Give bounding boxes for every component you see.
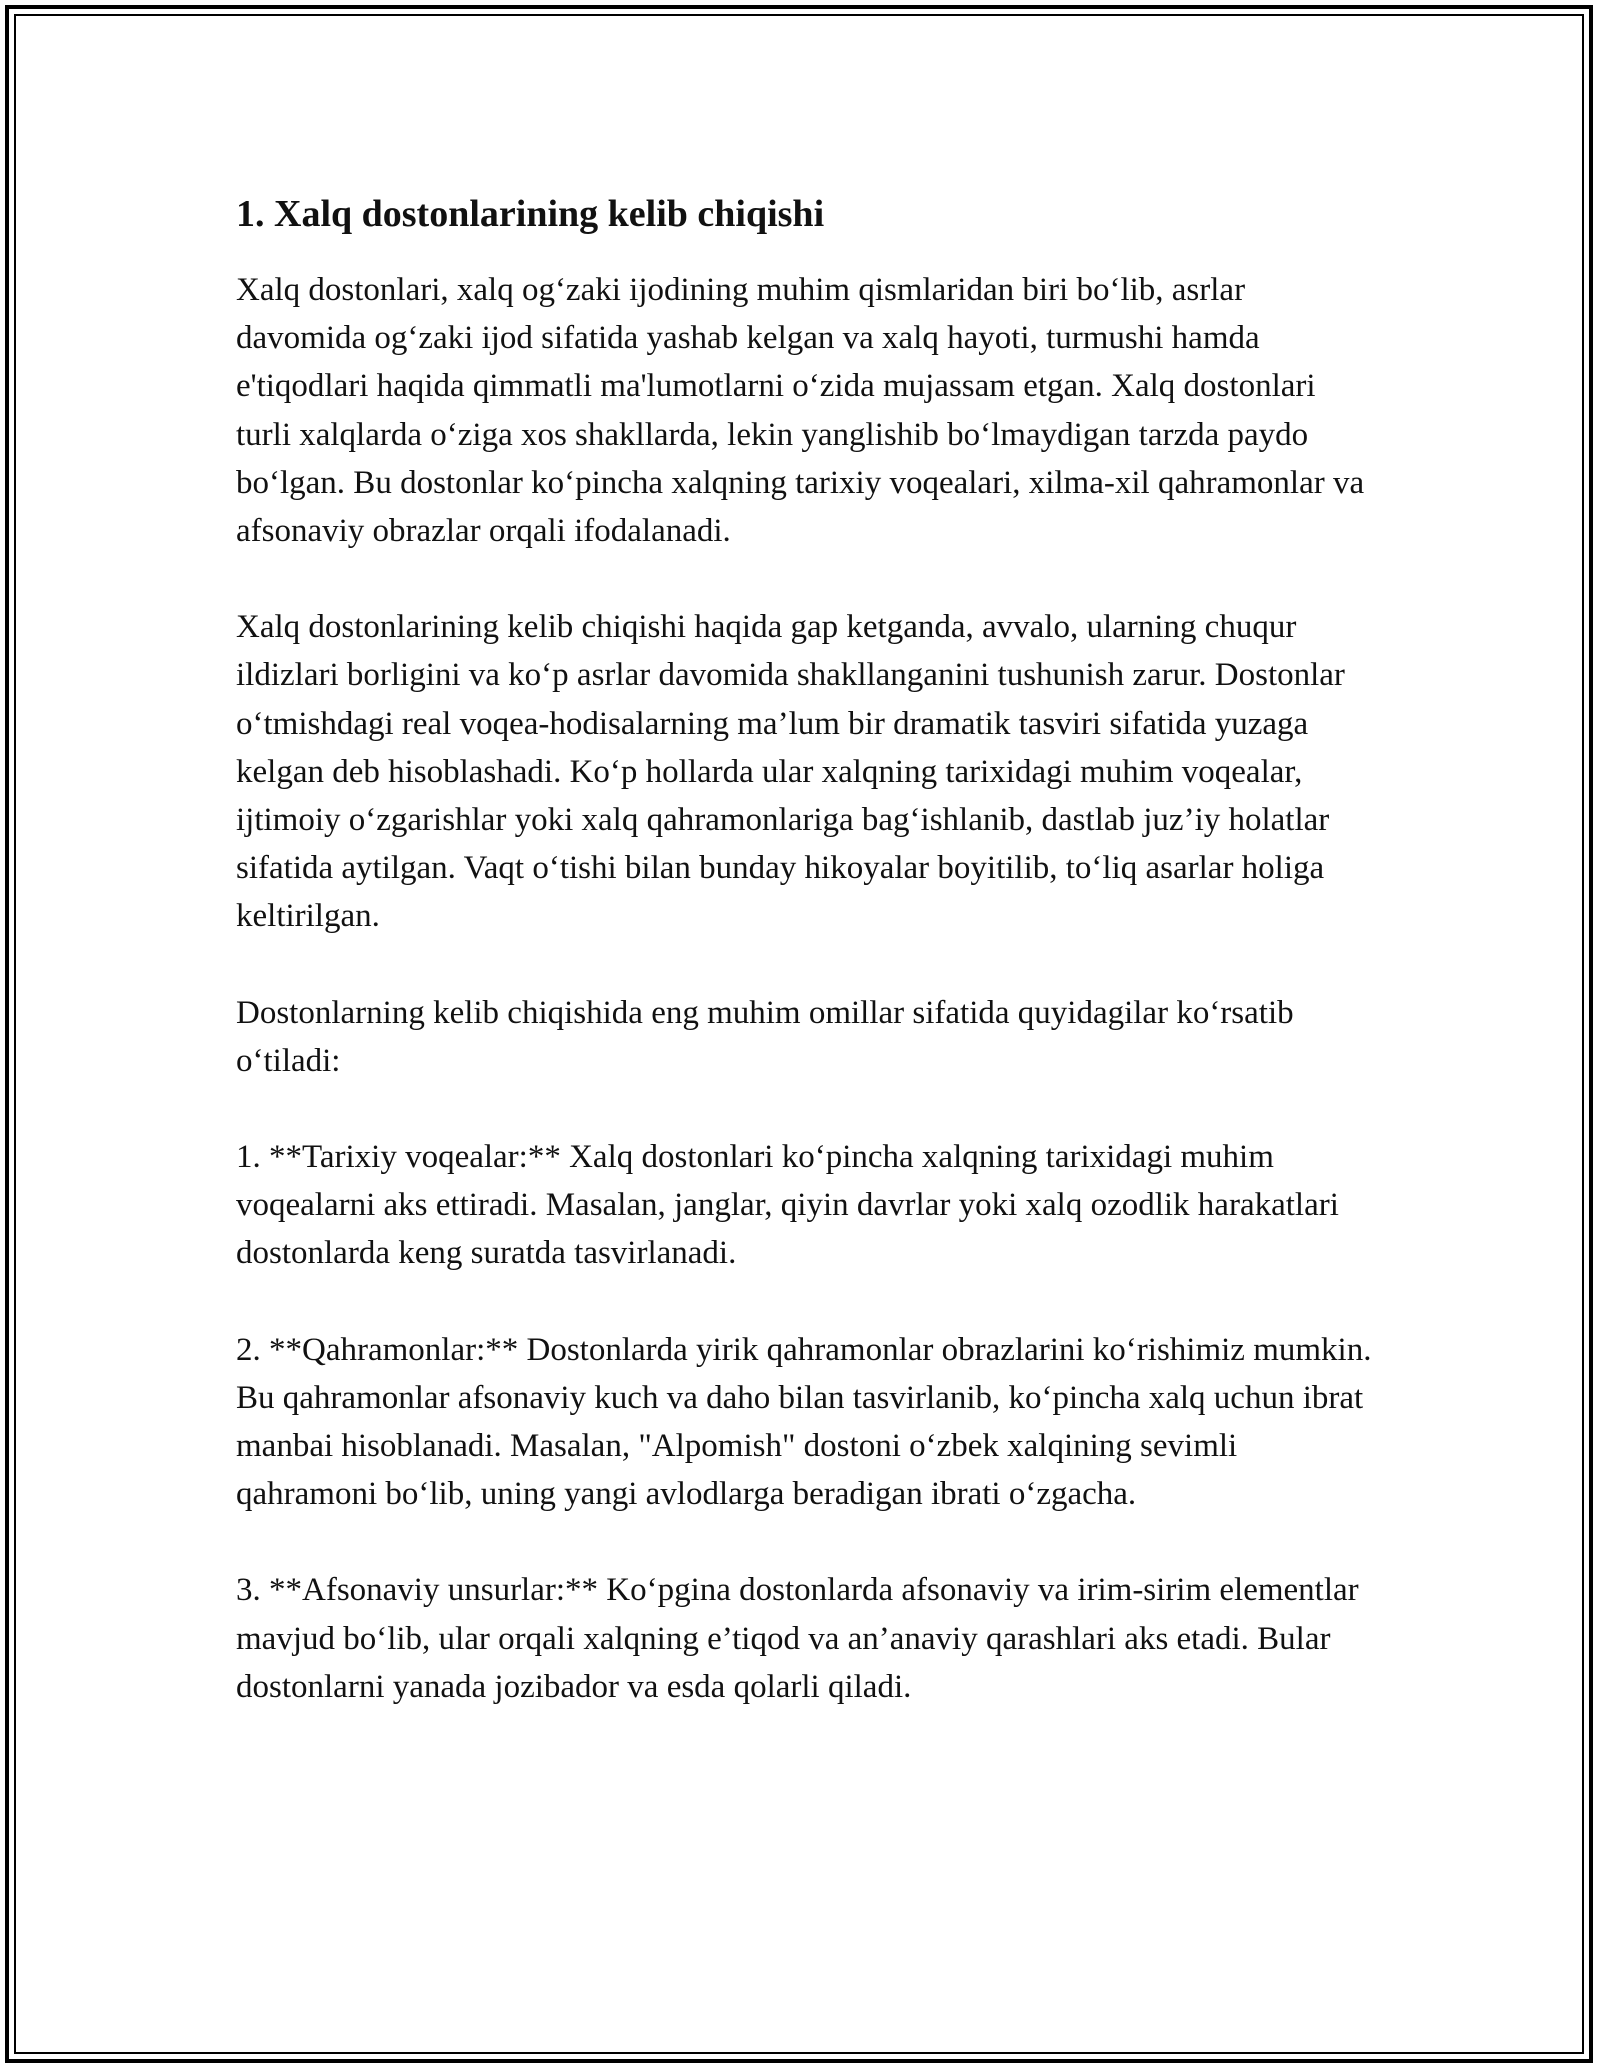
paragraph-intro: Xalq dostonlari, xalq og‘zaki ijodining muhim qismlaridan biri bo‘lib, asrlar davomida og‘zaki ijod sifatida yashab kelgan va xalq hayoti, turmushi hamda e'tiqodlari haqida qimmatli ma'lumotlarni o‘zida mujassam etgan. Xalq dostonlari turli xalqlarda o‘ziga xos shakllarda, lekin yanglishib bo‘lmaydigan tarzda paydo bo‘lgan. Bu dostonlar ko‘pincha xalqning tarixiy voqealari, xilma-xil qahramonlar va afsonaviy obrazlar orqali ifodalanadi.: [236, 272, 1365, 550]
paragraph-factors-intro: Dostonlarning kelib chiqishida eng muhim omillar sifatida quyidagilar ko‘rsatib o‘tiladi:: [236, 994, 1294, 1079]
list-item-heroes: 2. **Qahramonlar:** Dostonlarda yirik qahramonlar obrazlarini ko‘rishimiz mumkin. Bu qahramonlar afsonaviy kuch va daho bilan tasvirlanib, ko‘pincha xalq uchun ibrat manbai hisoblanadi. Masalan, "Alpomish" dostoni o‘zbek xalqining sevimli qahramoni bo‘lib, uning yangi avlodlarga beradigan ibrati o‘zgacha.: [236, 1331, 1372, 1513]
paragraph-origins: Xalq dostonlarining kelib chiqishi haqida gap ketganda, avvalo, ularning chuqur ildizlari borligini va ko‘p asrlar davomida shakllanganini tushunish zarur. Dostonlar o‘tmishdagi real voqea-hodisalarning ma’lum bir dramatik tasviri sifatida yuzaga kelgan deb hisoblashadi. Ko‘p hollarda ular xalqning tarixidagi muhim voqealar, ijtimoiy o‘zgarishlar yoki xalq qahramonlariga bag‘ishlanib, dastlab juz’iy holatlar sifatida aytilgan. Vaqt o‘tishi bilan bunday hikoyalar boyitilib, to‘liq asarlar holiga keltirilgan.: [236, 609, 1345, 935]
list-item-mythical-elements: 3. **Afsonaviy unsurlar:** Ko‘pgina dostonlarda afsonaviy va irim-sirim elementlar mavjud bo‘lib, ular orqali xalqning e’tiqod va an’anaviy qarashlari aks etadi. Bular dostonlarni yanada jozibador va esda qolarli qiladi.: [236, 1572, 1359, 1705]
section-heading: 1. Xalq dostonlarining kelib chiqishi: [236, 193, 825, 235]
list-item-historical-events: 1. **Tarixiy voqealar:** Xalq dostonlari ko‘pincha xalqning tarixidagi muhim voqealarni aks ettiradi. Masalan, janglar, qiyin davrlar yoki xalq ozodlik harakatlari dostonlarda keng suratda tasvirlanadi.: [236, 1139, 1339, 1272]
document-body: [236, 186, 1376, 1759]
